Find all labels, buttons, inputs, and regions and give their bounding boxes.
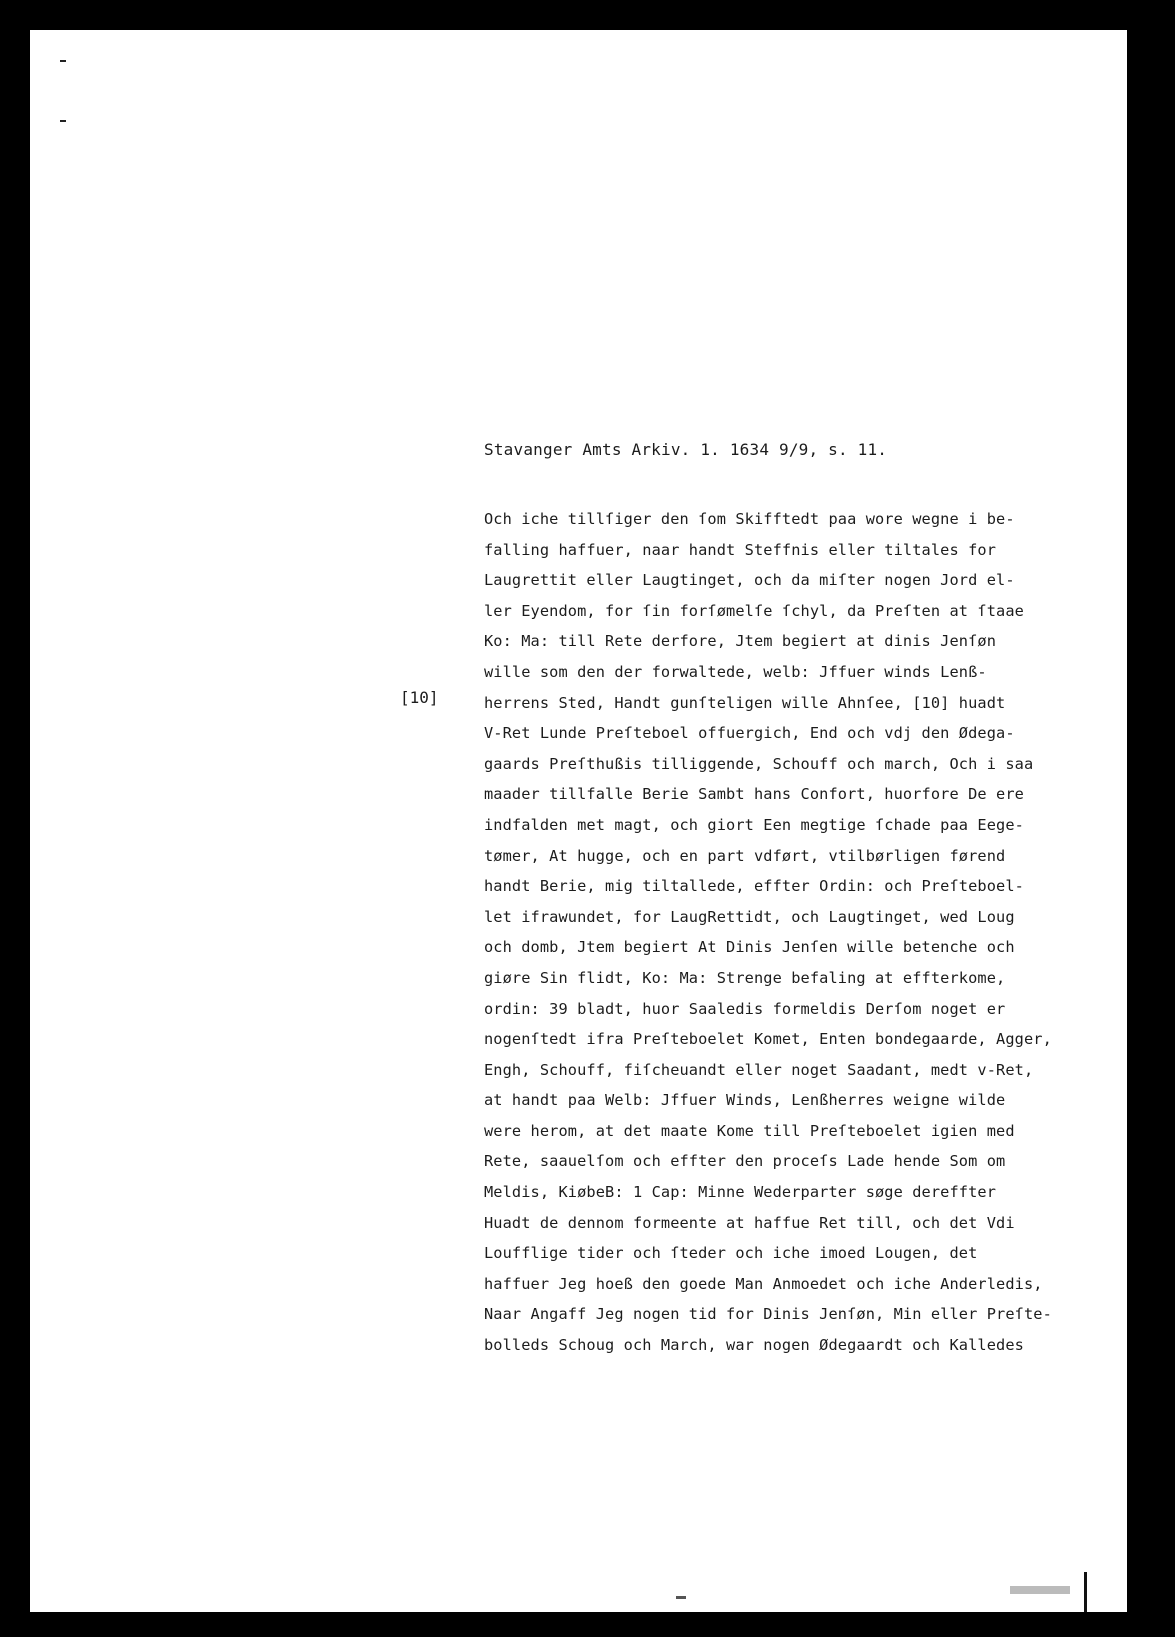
text-line: Naar Angaff Jeg nogen tid for Dinis Jenſøn, Min eller Preſte- — [484, 1305, 1052, 1324]
text-line: nogenſtedt ifra Preſteboelet Komet, Enten bondegaarde, Agger, — [484, 1030, 1052, 1049]
text-line: giøre Sin flidt, Ko: Ma: Strenge befaling at effterkome, — [484, 968, 1006, 987]
text-line: Loufflige tider och ſteder och iche imoed Lougen, det — [484, 1244, 978, 1263]
transcription-body — [484, 504, 1104, 1361]
text-line: haffuer Jeg hoeß den goede Man Anmoedet och iche Anderledis, — [484, 1274, 1043, 1293]
text-line: handt Berie, mig tiltallede, effter Ordin: och Preſteboel- — [484, 877, 1024, 896]
text-line: Meldis, KiøbeB: 1 Cap: Minne Wederparter søge dereffter — [484, 1183, 997, 1202]
text-line: at handt paa Welb: Jffuer Winds, Lenßherres weigne wilde — [484, 1091, 1006, 1110]
document-page — [30, 30, 1127, 1612]
archive-heading: Stavanger Amts Arkiv. 1. 1634 9/9, s. 11. — [484, 440, 888, 459]
text-line: V-Ret Lunde Preſteboel offuergich, End och vdj den Ødega- — [484, 724, 1015, 743]
text-line: Huadt de dennom formeente at haffue Ret till, och det Vdi — [484, 1213, 1015, 1232]
text-line: maader tillfalle Berie Sambt hans Confort, huorfore De ere — [484, 785, 1024, 804]
text-line: Rete, saauelſom och effter den proceſs Lade hende Som om — [484, 1152, 1006, 1171]
text-line: Och iche tillſiger den ſom Skifftedt paa wore wegne i be- — [484, 510, 1015, 528]
text-line: bolleds Schoug och March, war nogen Ødegaardt och Kalledes — [484, 1336, 1024, 1355]
scan-artifact — [1010, 1586, 1070, 1594]
text-line: indfalden met magt, och giort Een megtige ſchade paa Eege- — [484, 815, 1024, 834]
margin-tick-top — [60, 60, 66, 62]
margin-page-number: [10] — [400, 688, 439, 707]
text-line: let ifrawundet, for LaugRettidt, och Laugtinget, wed Loug — [484, 907, 1015, 926]
text-line: och domb, Jtem begiert At Dinis Jenſen wille betenche och — [484, 938, 1015, 957]
page-edge-mark — [1084, 1572, 1087, 1612]
text-line: falling haffuer, naar handt Steffnis eller tiltales for — [484, 540, 997, 559]
text-line: Laugrettit eller Laugtinget, och da miſter nogen Jord el- — [484, 571, 1015, 590]
text-line: wille som den der forwaltede, welb: Jffuer winds Lenß- — [484, 662, 987, 681]
text-line: Ko: Ma: till Rete derfore, Jtem begiert at dinis Jenſøn — [484, 632, 997, 651]
text-line: Engh, Schouff, fiſcheuandt eller noget Saadant, medt v-Ret, — [484, 1060, 1034, 1079]
text-line: were herom, at det maate Kome till Preſteboelet igien med — [484, 1121, 1015, 1140]
text-line: ler Eyendom, for ſin forſømelſe ſchyl, da Preſten at ſtaae — [484, 601, 1024, 620]
scan-artifact — [676, 1596, 686, 1599]
margin-tick-middle — [60, 120, 66, 122]
text-line: tømer, At hugge, och en part vdført, vtilbørligen førend — [484, 846, 1006, 865]
text-line: gaards Preſthußis tilliggende, Schouff och march, Och i saa — [484, 754, 1034, 773]
text-line: ordin: 39 bladt, huor Saaledis formeldis Derſom noget er — [484, 999, 1006, 1018]
text-line: herrens Sted, Handt gunſteligen wille Ahnſee, [10] huadt — [484, 693, 1006, 712]
